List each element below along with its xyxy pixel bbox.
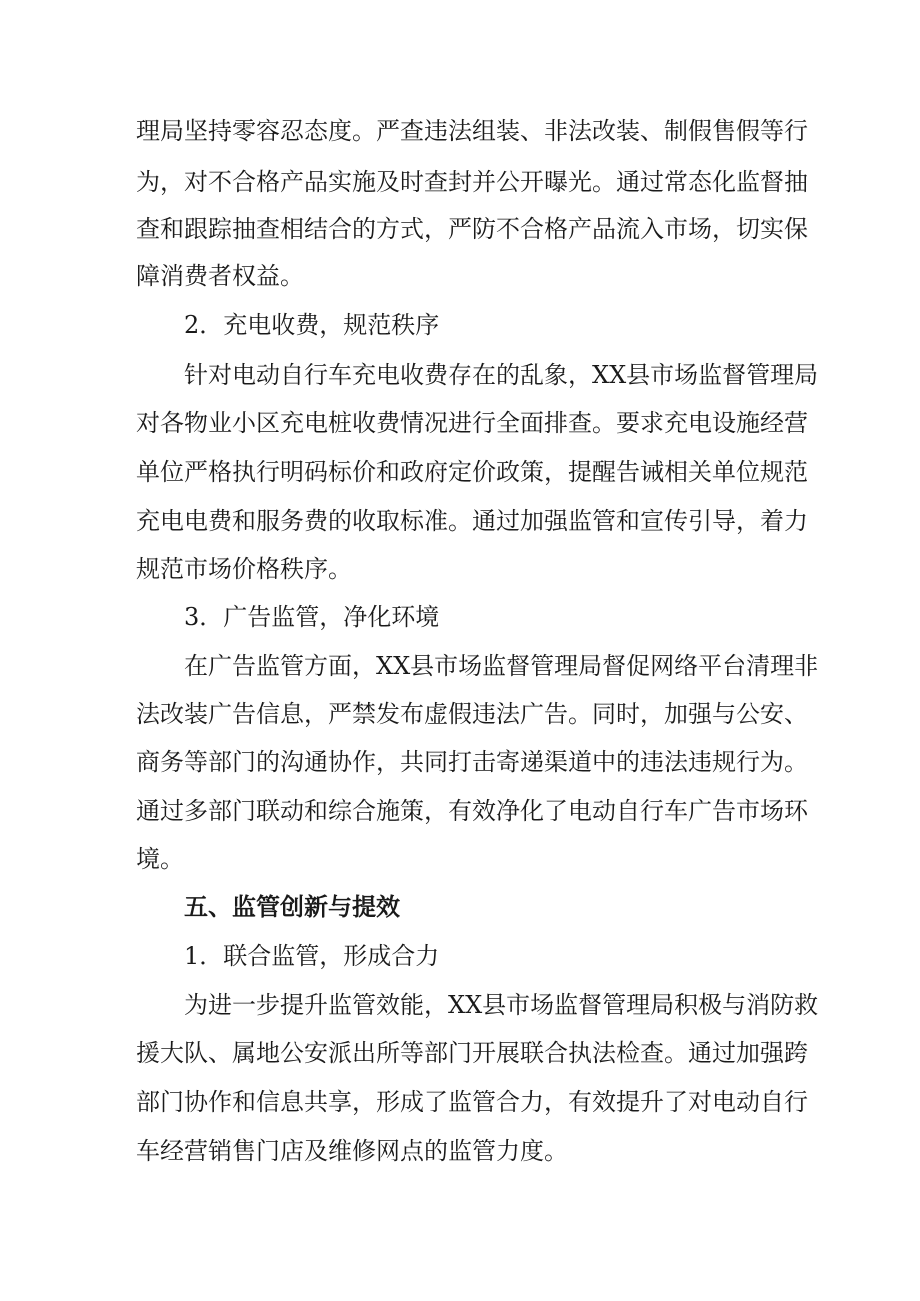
- paragraph-line: 援大队、属地公安派出所等部门开展联合执法检查。通过加强跨: [136, 1039, 808, 1067]
- paragraph-line: 单位严格执行明码标价和政府定价政策，提醒告诫相关单位规范: [136, 458, 808, 486]
- paragraph-line: 规范市场价格秩序。: [136, 555, 352, 583]
- paragraph-line: 障消费者权益。: [136, 262, 304, 290]
- paragraph-line: 法改装广告信息，严禁发布虚假违法广告。同时，加强与公安、: [136, 700, 808, 728]
- paragraph-line: 通过多部门联动和综合施策，有效净化了电动自行车广告市场环: [136, 797, 808, 825]
- paragraph-line: 境。: [136, 845, 184, 873]
- paragraph-line: 查和跟踪抽查相结合的方式，严防不合格产品流入市场，切实保: [136, 215, 808, 243]
- paragraph-line: 在广告监管方面，XX县市场监督管理局督促网络平台清理非: [184, 652, 819, 680]
- subheading-2: 2．充电收费，规范秩序: [184, 311, 440, 339]
- section-heading-5: 五、监管创新与提效: [184, 893, 400, 921]
- paragraph-line: 车经营销售门店及维修网点的监管力度。: [136, 1137, 568, 1165]
- paragraph-line: 针对电动自行车充电收费存在的乱象，XX县市场监督管理局: [184, 361, 819, 389]
- subheading-5-1: 1．联合监管，形成合力: [184, 942, 440, 970]
- paragraph-line: 为进一步提升监管效能，XX县市场监督管理局积极与消防救: [184, 991, 819, 1019]
- subheading-3: 3．广告监管，净化环境: [184, 603, 440, 631]
- paragraph-line: 理局坚持零容忍态度。严查违法组装、非法改装、制假售假等行: [136, 117, 808, 145]
- paragraph-line: 部门协作和信息共享，形成了监管合力，有效提升了对电动自行: [136, 1088, 808, 1116]
- paragraph-line: 商务等部门的沟通协作，共同打击寄递渠道中的违法违规行为。: [136, 748, 808, 776]
- paragraph-line: 充电电费和服务费的收取标准。通过加强监管和宣传引导，着力: [136, 507, 808, 535]
- paragraph-line: 为，对不合格产品实施及时查封并公开曝光。通过常态化监督抽: [136, 168, 808, 196]
- paragraph-line: 对各物业小区充电桩收费情况进行全面排查。要求充电设施经营: [136, 409, 808, 437]
